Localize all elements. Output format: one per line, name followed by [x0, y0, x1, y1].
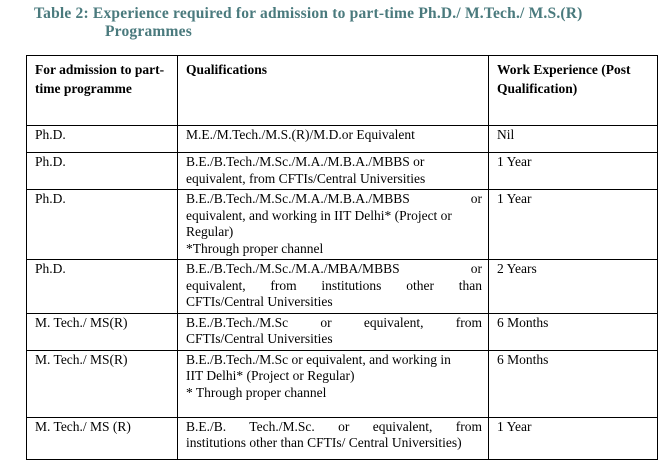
- table-caption: [34, 5, 654, 41]
- experience-cell: 6 Months: [489, 313, 658, 350]
- experience-cell: 2 Years: [489, 260, 658, 314]
- qualification-line: B.E./B.Tech./M.Sc or equivalent, from: [186, 314, 482, 330]
- qualification-line: M.E./M.Tech./M.S.(R)/M.D.or Equivalent: [186, 127, 415, 142]
- table-row: [27, 126, 658, 153]
- qualification-line: CFTIs/Central Universities: [186, 294, 333, 309]
- qualification-cell: [178, 153, 489, 190]
- qualification-cell: [178, 417, 489, 459]
- caption-line-2: Programmes: [105, 23, 192, 40]
- experience-cell: 1 Year: [489, 417, 658, 459]
- programme-cell: Ph.D.: [27, 260, 178, 314]
- table-row: [27, 153, 658, 190]
- qualification-cell: [178, 260, 489, 314]
- programme-cell: Ph.D.: [27, 126, 178, 153]
- programme-cell: Ph.D.: [27, 190, 178, 260]
- table-header-row: [27, 56, 658, 126]
- qualification-note: *Through proper channel: [186, 240, 324, 256]
- programme-cell: Ph.D.: [27, 153, 178, 190]
- experience-cell: Nil: [489, 126, 658, 153]
- qualification-line: B.E./B.Tech./M.Sc or equivalent, and working in: [186, 351, 451, 367]
- programme-cell: M. Tech./ MS(R): [27, 313, 178, 350]
- experience-cell: 6 Months: [489, 350, 658, 417]
- header-programme: For admission to part-time programme: [27, 56, 178, 126]
- qualification-cell: [178, 190, 489, 260]
- qualification-line: equivalent, from institutions other than: [186, 277, 482, 293]
- caption-line-1: Table 2: Experience required for admission to part-time Ph.D./ M.Tech./ M.S.(R): [34, 5, 583, 22]
- qualification-line: IIT Delhi* (Project or Regular): [186, 368, 355, 383]
- qualification-text: B.E./B.Tech./M.Sc./M.A./M.B.A./MBBS or: [186, 154, 425, 169]
- table-row: [27, 417, 658, 459]
- qualification-note: * Through proper channel: [186, 384, 327, 400]
- table-row: [27, 260, 658, 314]
- qualification-line: B.E./B.Tech./M.Sc./M.A./M.B.A./MBBS or: [186, 191, 482, 206]
- qualification-line: equivalent, and working in IIT Delhi* (Project or: [186, 207, 452, 223]
- programme-cell: M. Tech./ MS(R): [27, 350, 178, 417]
- qualification-line: Regular): [186, 224, 234, 239]
- table-row: [27, 350, 658, 417]
- qualification-line: institutions other than CFTIs/ Central Universities): [186, 435, 462, 450]
- qualification-line: B.E./B.Tech./M.Sc./M.A./MBA/MBBS or: [186, 261, 482, 276]
- qualification-cell: [178, 126, 489, 153]
- qualification-cell: [178, 313, 489, 350]
- experience-cell: 1 Year: [489, 190, 658, 260]
- qualification-line: B.E./B. Tech./M.Sc. or equivalent, from: [186, 418, 482, 434]
- table-row: [27, 190, 658, 260]
- qualification-line: CFTIs/Central Universities: [186, 331, 333, 346]
- qualification-line: equivalent, from CFTIs/Central Universities: [186, 170, 426, 186]
- qualification-cell: [178, 350, 489, 417]
- table-row: [27, 313, 658, 350]
- qualification-line: [186, 154, 482, 171]
- programme-cell: M. Tech./ MS (R): [27, 417, 178, 459]
- experience-table: [26, 55, 658, 460]
- experience-cell: 1 Year: [489, 153, 658, 190]
- header-qualifications: Qualifications: [178, 56, 489, 126]
- header-experience: Work Experience (Post Qualification): [489, 56, 658, 126]
